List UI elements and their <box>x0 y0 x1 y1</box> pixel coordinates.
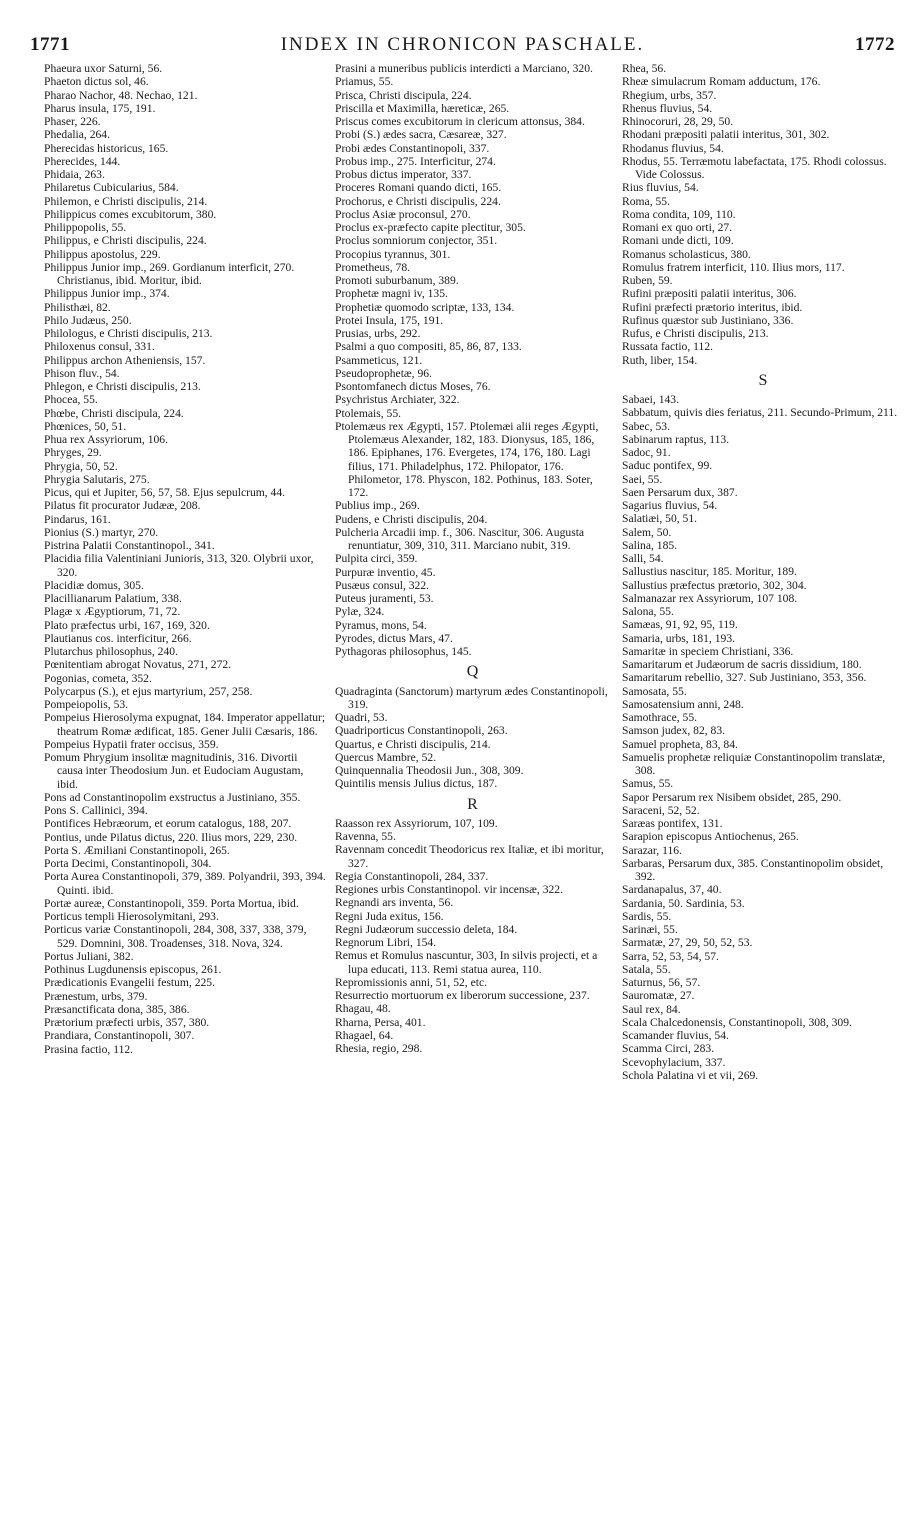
index-entry: Samaritarum rebellio, 327. Sub Justiniano, 353, 356. <box>622 671 867 685</box>
index-entry: Prophetiæ quomodo scriptæ, 133, 134. <box>335 300 515 314</box>
index-entry: Quintilis mensis Julius dictus, 187. <box>335 777 498 791</box>
index-entry: Ptolemais, 55. <box>335 406 402 420</box>
index-entry: Procopius tyrannus, 301. <box>335 247 451 261</box>
index-entry: Priscilla et Maximilla, hæreticæ, 265. <box>335 101 510 115</box>
index-entry: Pompeiopolis, 53. <box>44 698 129 711</box>
index-entry: Philoxenus consul, 331. <box>44 340 155 354</box>
index-entry: Pontius, unde Pilatus dictus, 220. Ilius mors, 229, 230. <box>44 830 298 844</box>
index-entry: Sabinarum raptus, 113. <box>622 432 730 446</box>
index-entry: Salina, 185. <box>622 538 678 552</box>
index-entry: Regnorum Libri, 154. <box>335 936 437 949</box>
index-entry: Probus dictus imperator, 337. <box>335 168 472 181</box>
index-entry: Ptolemæus rex Ægypti, 157. Ptolemæi alii reges Ægypti, Ptolemæus Alexander, 182, 183. Dionysus, 185, 186, 186. Epiphanes, 176. Evergetes, 174, 176, 180. Lagi filius, 171. Philadelphus, 172. Philopator, 176. Philometor, 178. Physcon, 182. Pothinus, 183. Soter, 172. <box>335 419 599 499</box>
index-entry: Repromissionis anni, 51, 52, etc. <box>335 975 487 989</box>
index-entry: Saduc pontifex, 99. <box>622 459 713 473</box>
index-entry: Pomum Phrygium insolitæ magnitudinis, 316. Divortii causa inter Theodosium Jun. et Eudociam Augustam, ibid. <box>44 751 304 791</box>
index-entry: Quadriporticus Constantinopoli, 263. <box>335 724 508 738</box>
running-title: INDEX IN CHRONICON PASCHALE. <box>280 34 645 55</box>
index-entry: Sarazar, 116. <box>622 843 682 857</box>
index-entry: Pons S. Callinici, 394. <box>44 804 148 817</box>
index-entry: Pothinus Lugdunensis episcopus, 261. <box>44 963 222 976</box>
index-entry: Proclus somniorum conjector, 351. <box>335 234 498 248</box>
index-entry: Plato præfectus urbi, 167, 169, 320. <box>44 618 210 632</box>
index-entry: Polycarpus (S.), et ejus martyrium, 257, 258. <box>44 684 253 698</box>
index-entry: Prochorus, e Christi discipulis, 224. <box>335 194 501 208</box>
index-entry: Phlegon, e Christi discipulis, 213. <box>44 380 201 393</box>
index-entry: Sauromatæ, 27. <box>622 989 695 1003</box>
index-entry: Pilatus fit procurator Judææ, 208. <box>44 499 201 513</box>
index-entry: Regni Judæorum successio deleta, 184. <box>335 922 518 936</box>
index-entry: Pistrina Palatii Constantinopol., 341. <box>44 539 215 552</box>
index-entry: Salmanazar rex Assyriorum, 107 108. <box>622 591 798 605</box>
index-entry: Rhagael, 64. <box>335 1028 394 1042</box>
index-entry: Romanus scholasticus, 380. <box>622 247 751 261</box>
index-entry: Pylæ, 324. <box>335 605 385 619</box>
index-entry: Sabaei, 143. <box>622 393 679 406</box>
index-entry: Pompeius Hypatii frater occisus, 359. <box>44 737 219 751</box>
index-entry: Regnandi ars inventa, 56. <box>335 896 454 910</box>
index-entry: Romulus fratrem interficit, 110. Ilius mors, 117. <box>622 260 845 274</box>
index-entry: Purpuræ inventio, 45. <box>335 565 436 579</box>
index-entry: Prometheus, 78. <box>335 260 411 274</box>
index-entry: Ruben, 59. <box>622 274 673 287</box>
index-entry: Pharao Nachor, 48. Nechao, 121. <box>44 88 198 102</box>
index-entry: Samosatensium anni, 248. <box>622 697 744 711</box>
index-entry: Roma condita, 109, 110. <box>622 207 736 221</box>
index-entry: Samus, 55. <box>622 777 674 791</box>
index-entry: Pyramus, mons, 54. <box>335 618 427 632</box>
index-entry: Protei Insula, 175, 191. <box>335 313 444 327</box>
index-entry: Samuelis prophetæ reliquiæ Constantinopolim translatæ, 308. <box>622 750 886 777</box>
index-column-3 <box>622 62 904 1082</box>
index-entry: Phryges, 29. <box>44 446 102 460</box>
index-entry: Sarinæi, 55. <box>622 923 678 936</box>
index-entry: Proclus ex-præfecto capite plectitur, 305. <box>335 221 526 234</box>
index-entry: Saræas pontifex, 131. <box>622 817 723 830</box>
index-entry: Sabec, 53. <box>622 419 670 433</box>
section-letter: R <box>467 795 478 813</box>
index-entry: Salem, 50. <box>622 525 672 539</box>
index-entry: Proceres Romani quando dicti, 165. <box>335 181 502 195</box>
index-entry: Samson judex, 82, 83. <box>622 724 726 738</box>
index-column-2 <box>335 62 610 1055</box>
index-entry: Remus et Romulus nascuntur, 303, In silvis projecti, et a lupa educati, 113. Remi statua aurea, 110. <box>335 949 598 976</box>
index-entry: Promoti suburbanum, 389. <box>335 274 459 287</box>
index-entry: Plutarchus philosophus, 240. <box>44 645 178 658</box>
index-entry: Præsanctificata dona, 385, 386. <box>44 1002 190 1016</box>
index-entry: Philippus, e Christi discipulis, 224. <box>44 234 207 248</box>
index-entry: Pherecides, 144. <box>44 154 121 168</box>
index-entry: Publius imp., 269. <box>335 499 420 513</box>
index-entry: Sapor Persarum rex Nisibem obsidet, 285, 290. <box>622 790 842 804</box>
index-entry: Regni Juda exitus, 156. <box>335 909 444 923</box>
index-entry: Sarra, 52, 53, 54, 57. <box>622 949 719 963</box>
index-entry: Prædicationis Evangelii festum, 225. <box>44 976 215 990</box>
index-entry: Sardanapalus, 37, 40. <box>622 883 722 897</box>
index-entry: Rhegium, urbs, 357. <box>622 88 717 102</box>
index-entry: Philologus, e Christi discipulis, 213. <box>44 327 213 340</box>
index-entry: Plagæ x Ægyptiorum, 71, 72. <box>44 605 181 619</box>
index-entry: Pudens, e Christi discipulis, 204. <box>335 512 488 526</box>
index-entry: Philippus Junior imp., 269. Gordianum interficit, 270. Christianus, ibid. Moritur, ibid. <box>44 260 295 287</box>
index-entry: Prasini a muneribus publicis interdicti a Marciano, 320. <box>335 62 593 75</box>
index-entry: Phaser, 226. <box>44 115 101 128</box>
index-entry: Pharus insula, 175, 191. <box>44 101 156 115</box>
index-entry: Phrygia Salutaris, 275. <box>44 472 150 486</box>
index-entry: Prasina factio, 112. <box>44 1042 134 1056</box>
index-entry: Roma, 55. <box>622 194 670 208</box>
index-entry: Sarbaras, Persarum dux, 385. Constantinopolim obsidet, 392. <box>622 856 884 883</box>
index-entry: Scevophylacium, 337. <box>622 1055 726 1069</box>
index-entry: Picus, qui et Jupiter, 56, 57, 58. Ejus sepulcrum, 44. <box>44 486 286 499</box>
page-header <box>30 34 895 58</box>
index-entry: Samaritæ in speciem Christiani, 336. <box>622 644 794 658</box>
index-entry: Scamma Circi, 283. <box>622 1042 715 1056</box>
index-entry: Saei, 55. <box>622 472 663 486</box>
index-entry: Plautianus cos. interficitur, 266. <box>44 631 192 645</box>
index-entry: Pulcheria Arcadii imp. f., 306. Nascitur, 306. Augusta renuntiatur, 309, 310, 311. Marciano nubit, 319. <box>335 525 585 552</box>
index-entry: Psalmi a quo compositi, 85, 86, 87, 133. <box>335 340 522 354</box>
index-entry: Rius fluvius, 54. <box>622 181 699 195</box>
index-entry: Sallustius nascitur, 185. Moritur, 189. <box>622 565 797 579</box>
index-entry: Pindarus, 161. <box>44 512 111 526</box>
index-entry: Satala, 55. <box>622 962 671 976</box>
index-entry: Rhodani præpositi palatii interitus, 301, 302. <box>622 128 830 142</box>
index-entry: Quadraginta (Sanctorum) martyrum ædes Constantinopoli, 319. <box>335 684 608 711</box>
index-entry: Prænestum, urbs, 379. <box>44 989 148 1003</box>
index-entry: Phaeura uxor Saturni, 56. <box>44 62 163 75</box>
index-entry: Phœnices, 50, 51. <box>44 419 127 433</box>
index-entry: Placillianarum Palatium, 338. <box>44 592 182 605</box>
index-entry: Pyrodes, dictus Mars, 47. <box>335 631 453 645</box>
index-entry: Pusæus consul, 322. <box>335 578 430 592</box>
index-entry: Sagarius fluvius, 54. <box>622 499 718 512</box>
index-entry: Sabbatum, quivis dies feriatus, 211. Secundo-Primum, 211. <box>622 406 898 420</box>
index-entry: Pythagoras philosophus, 145. <box>335 645 472 658</box>
index-entry: Rhinocoruri, 28, 29, 50. <box>622 115 734 128</box>
index-entry: Psychristus Archiater, 322. <box>335 393 460 407</box>
index-column-1 <box>44 62 326 1056</box>
index-entry: Rhenus fluvius, 54. <box>622 101 713 115</box>
index-entry: Priamus, 55. <box>335 75 394 89</box>
index-entry: Porta Decimi, Constantinopoli, 304. <box>44 857 212 870</box>
index-entry: Phocea, 55. <box>44 393 98 407</box>
index-entry: Raasson rex Assyriorum, 107, 109. <box>335 816 498 830</box>
index-entry: Samosata, 55. <box>622 684 687 698</box>
index-entry: Probus imp., 275. Interficitur, 274. <box>335 154 496 168</box>
index-entry: Schola Palatina vi et vii, 269. <box>622 1068 759 1082</box>
index-entry: Samæas, 91, 92, 95, 119. <box>622 618 738 632</box>
index-entry: Rufus, e Christi discipulis, 213. <box>622 327 769 340</box>
index-entry: Porticus variæ Constantinopoli, 284, 308, 337, 338, 379, 529. Domnini, 308. Troadenses, 318. Nova, 324. <box>44 923 307 950</box>
index-entry: Saen Persarum dux, 387. <box>622 485 738 499</box>
index-entry: Sarmatæ, 27, 29, 50, 52, 53. <box>622 936 753 950</box>
index-entry: Pompeius Hierosolyma expugnat, 184. Imperator appellatur; theatrum Romæ ædificat, 185. Gener Julii Cæsaris, 186. <box>44 711 326 738</box>
index-entry: Pionius (S.) martyr, 270. <box>44 525 159 539</box>
index-entry: Portæ aureæ, Constantinopoli, 359. Porta Mortua, ibid. <box>44 896 299 910</box>
index-entry: Sallustius præfectus prætorio, 302, 304. <box>622 578 807 592</box>
index-entry: Probi ædes Constantinopoli, 337. <box>335 141 490 155</box>
index-entry: Scamander fluvius, 54. <box>622 1029 729 1042</box>
index-entry: Prusias, urbs, 292. <box>335 327 421 340</box>
index-entry: Puteus juramenti, 53. <box>335 592 434 605</box>
index-entry: Salatiæi, 50, 51. <box>622 512 698 526</box>
index-entry: Porta S. Æmiliani Constantinopoli, 265. <box>44 843 230 857</box>
index-entry: Saturnus, 56, 57. <box>622 976 701 989</box>
index-entry: Salona, 55. <box>622 605 674 618</box>
index-entry: Sardis, 55. <box>622 909 672 923</box>
index-entry: Pontifices Hebræorum, et eorum catalogus, 188, 207. <box>44 817 292 831</box>
index-entry: Rhea, 56. <box>622 62 667 75</box>
index-entry: Romani ex quo orti, 27. <box>622 221 733 234</box>
index-entry: Proclus Asiæ proconsul, 270. <box>335 207 471 221</box>
index-entry: Philisthæi, 82. <box>44 300 111 314</box>
index-entry: Samaria, urbs, 181, 193. <box>622 631 736 645</box>
index-entry: Psontomfanech dictus Moses, 76. <box>335 380 491 393</box>
index-entry: Philippus apostolus, 229. <box>44 247 161 261</box>
index-entry: Quinquennalia Theodosii Jun., 308, 309. <box>335 764 524 777</box>
index-entry: Russata factio, 112. <box>622 340 714 354</box>
index-entry: Samaritarum et Judæorum de sacris dissidium, 180. <box>622 658 862 671</box>
index-entry: Samothrace, 55. <box>622 711 698 724</box>
index-entry: Phison fluv., 54. <box>44 366 120 380</box>
index-entry: Pulpita circi, 359. <box>335 552 418 566</box>
right-page-number: 1772 <box>855 34 895 55</box>
index-entry: Sardania, 50. Sardinia, 53. <box>622 896 745 910</box>
index-entry: Phedalia, 264. <box>44 128 111 142</box>
index-entry: Phaeton dictus sol, 46. <box>44 75 149 89</box>
index-entry: Rufinus quæstor sub Justiniano, 336. <box>622 313 794 327</box>
index-entry: Prophetæ magni iv, 135. <box>335 287 448 301</box>
index-entry: Pœnitentiam abrogat Novatus, 271, 272. <box>44 658 232 672</box>
index-entry: Rheæ simulacrum Romam adductum, 176. <box>622 75 821 89</box>
index-entry: Probi (S.) ædes sacra, Cæsareæ, 327. <box>335 128 507 142</box>
index-entry: Pherecidas historicus, 165. <box>44 141 169 155</box>
index-entry: Sarapion episcopus Antiochenus, 265. <box>622 830 799 844</box>
index-entry: Scala Chalcedonensis, Constantinopoli, 308, 309. <box>622 1015 852 1029</box>
index-entry: Philippus Junior imp., 374. <box>44 287 170 301</box>
section-letter: Q <box>466 663 479 681</box>
index-entry: Philemon, e Christi discipulis, 214. <box>44 194 208 208</box>
index-entry: Placidia filia Valentiniani Junioris, 313, 320. Olybrii uxor, 320. <box>44 552 314 579</box>
section-letter: S <box>758 371 768 389</box>
index-entry: Ruth, liber, 154. <box>622 353 698 367</box>
index-entry: Philippus archon Atheniensis, 157. <box>44 353 206 367</box>
index-entry: Phrygia, 50, 52. <box>44 459 118 473</box>
index-entry: Rufini præfecti prætorio interitus, ibid. <box>622 300 803 314</box>
index-entry: Quadri, 53. <box>335 711 388 724</box>
index-entry: Portus Juliani, 382. <box>44 949 134 963</box>
index-entry: Sadoc, 91. <box>622 446 671 459</box>
index-entry: Saul rex, 84. <box>622 1002 681 1016</box>
index-entry: Quartus, e Christi discipulis, 214. <box>335 737 491 751</box>
index-entry: Saraceni, 52, 52. <box>622 803 700 817</box>
index-entry: Porticus templi Hierosolymitani, 293. <box>44 910 219 923</box>
index-entry: Phua rex Assyriorum, 106. <box>44 433 168 446</box>
index-entry: Pseudoprophetæ, 96. <box>335 366 432 380</box>
index-entry: Prandiara, Constantinopoli, 307. <box>44 1029 195 1043</box>
index-entry: Resurrectio mortuorum ex liberorum successione, 237. <box>335 989 590 1002</box>
index-entry: Romani unde dicti, 109. <box>622 234 734 248</box>
index-entry: Regia Constantinopoli, 284, 337. <box>335 869 489 883</box>
index-entry: Pons ad Constantinopolim exstructus a Justiniano, 355. <box>44 790 301 804</box>
index-entry: Quercus Mambre, 52. <box>335 750 437 764</box>
index-entry: Philippopolis, 55. <box>44 221 127 234</box>
index-entry: Rhesia, regio, 298. <box>335 1042 423 1055</box>
index-entry: Placidiæ domus, 305. <box>44 578 144 592</box>
index-entry: Philo Judæus, 250. <box>44 313 132 327</box>
index-entry: Ravenna, 55. <box>335 830 396 843</box>
index-entry: Rhodus, 55. Terræmotu labefactata, 175. Rhodi colossus. Vide Colossus. <box>622 154 887 181</box>
index-entry: Phidaia, 263. <box>44 168 105 181</box>
index-entry: Philaretus Cubicularius, 584. <box>44 181 179 195</box>
index-entry: Prætorium præfecti urbis, 357, 380. <box>44 1016 210 1029</box>
left-page-number: 1771 <box>30 34 70 55</box>
index-entry: Rufini præpositi palatii interitus, 306. <box>622 287 797 301</box>
index-entry: Phœbe, Christi discipula, 224. <box>44 406 184 420</box>
index-entry: Rhodanus fluvius, 54. <box>622 141 724 155</box>
index-entry: Rharna, Persa, 401. <box>335 1015 426 1029</box>
index-entry: Rhagau, 48. <box>335 1002 391 1016</box>
index-entry: Philippicus comes excubitorum, 380. <box>44 207 217 221</box>
index-entry: Salli, 54. <box>622 552 664 565</box>
index-entry: Psammeticus, 121. <box>335 353 423 367</box>
index-entry: Porta Aurea Constantinopoli, 379, 389. Polyandrii, 393, 394. Quinti. ibid. <box>44 870 326 897</box>
index-entry: Pogonias, cometa, 352. <box>44 671 152 685</box>
index-entry: Priscus comes excubitorum in clericum attonsus, 384. <box>335 115 585 128</box>
index-entry: Ravennam concedit Theodoricus rex Italiæ, et ibi moritur, 327. <box>335 843 604 870</box>
index-entry: Regiones urbis Constantinopol. vir incensæ, 322. <box>335 883 563 896</box>
index-entry: Prisca, Christi discipula, 224. <box>335 88 472 102</box>
index-entry: Samuel propheta, 83, 84. <box>622 737 738 751</box>
